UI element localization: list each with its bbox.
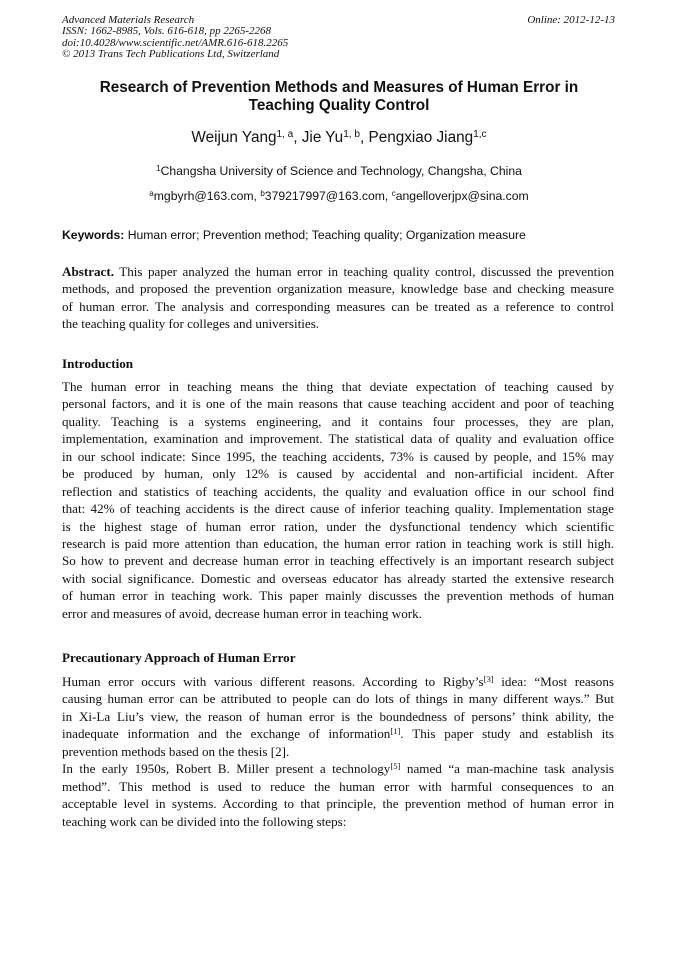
paragraph-line: of human error in teaching work. This paper mainly discusses the prevention methods of human <box>62 588 614 604</box>
email-mark: c <box>391 188 396 198</box>
paragraph-line <box>62 760 614 777</box>
doi-line: doi:10.4028/www.scientific.net/AMR.616-618.2265 <box>62 36 289 49</box>
abstract-text: This paper analyzed the human error in teaching quality control, discussed the prevention <box>114 264 614 279</box>
issn-line: ISSN: 1662-8985, Vols. 616-618, pp 2265-2268 <box>62 25 271 38</box>
paragraph-line: So how to prevent and decrease human error in teaching effectively is an important research subject <box>62 553 614 569</box>
paper-title <box>62 79 616 115</box>
paragraph-line: personal factors, and it is one of the main reasons that cause teaching accident and poor of teaching <box>62 396 614 412</box>
precautionary-paragraph <box>62 673 614 830</box>
email-list <box>62 189 616 204</box>
abstract-line: the teaching quality for colleges and universities. <box>62 316 320 332</box>
copyright-line: © 2013 Trans Tech Publications Ltd, Switzerland <box>62 47 280 60</box>
paragraph-line: reflection and statistics of teaching accidents, the quality and evaluation office in our school find <box>62 483 614 499</box>
author-name: Jie Yu <box>301 129 344 146</box>
abstract-line <box>62 263 614 280</box>
paragraph-line: method”. This method is used to reduce the human error with harmful consequences to an <box>62 778 614 794</box>
line-text: In the early 1950s, Robert B. Miller present a technology <box>62 761 391 777</box>
author-list <box>62 128 616 148</box>
citation-mark[interactable]: [1] <box>390 726 401 736</box>
author-affiliation-mark: 1, b <box>343 128 360 140</box>
author-affiliation-mark: 1, a <box>276 128 294 140</box>
journal-header <box>62 15 288 60</box>
affiliation-text: Changsha University of Science and Technology, Changsha, China <box>160 164 522 178</box>
email-separator: , <box>384 189 392 203</box>
paragraph-line: error and measures of avoid, decrease human error in teaching work. <box>62 605 422 621</box>
author-name: Pengxiao Jiang <box>368 129 474 146</box>
line-text: inadequate information and the exchange of information <box>62 726 391 742</box>
paragraph-line: with social significance. Domestic and overseas educator has already started the extensive research <box>62 570 614 586</box>
online-date: Online: 2012-12-13 <box>527 14 615 26</box>
keywords <box>62 228 616 243</box>
author-name: Weijun Yang <box>191 129 277 146</box>
citation-mark[interactable]: [5] <box>390 760 401 771</box>
paragraph-line: causing human error can be attributed to people can do lots of things in many different ways.” But <box>62 691 614 707</box>
section-heading-precautionary-approach: Precautionary Approach of Human Error <box>62 650 296 665</box>
abstract <box>62 263 614 333</box>
paragraph-line: that: 42% of teaching accidents is the direct cause of inferior teaching quality. Implementation stage <box>62 501 614 517</box>
keywords-label: Keywords: <box>62 228 125 242</box>
title-line-1: Research of Prevention Methods and Measures of Human Error in <box>99 79 579 96</box>
line-text: named “a man-machine task analysis <box>400 761 614 777</box>
email-mark: b <box>260 188 265 198</box>
email-separator: , <box>253 189 261 203</box>
line-text: Human error occurs with various different reasons. According to Rigby’s <box>62 674 484 689</box>
email-address[interactable]: mgbyrh@163.com <box>153 189 254 203</box>
paragraph-line: in Xi-La Liu’s view, the reason of human error is the boundedness of persons’ think ability, the <box>62 708 614 724</box>
author-separator: , <box>360 129 369 146</box>
author-separator: , <box>293 129 302 146</box>
title-line-2: Teaching Quality Control <box>248 97 430 114</box>
email-mark: a <box>149 188 154 198</box>
email-address[interactable]: angelloverjpx@sina.com <box>395 189 529 203</box>
paragraph-line: be produced by human, only 12% is caused by accidental and non-artificial incident. After <box>62 466 614 482</box>
paragraph-line: teaching work can be divided into the following steps: <box>62 813 347 829</box>
paragraph-line <box>62 673 614 690</box>
journal-name: Advanced Materials Research <box>62 14 195 26</box>
paragraph-line: research is paid more attention than education, the human error ration in teaching work is still high. <box>62 535 614 551</box>
affiliation-mark: 1 <box>156 163 161 173</box>
affiliation <box>62 164 616 179</box>
paragraph-line: in our school indicate: Since 1995, the teaching accidents, 73% is caused by people, and 15% may <box>62 448 614 464</box>
line-text: . This paper study and establish its <box>400 726 614 742</box>
paragraph-line: The human error in teaching means the thing that deviate expectation of teaching caused by <box>62 379 614 394</box>
line-text: idea: “Most reasons <box>493 674 614 689</box>
paragraph-line: implementation, examination and improvement. The statistical data of quality and evaluation office <box>62 431 614 447</box>
keywords-text: Human error; Prevention method; Teaching quality; Organization measure <box>124 228 526 242</box>
paragraph-line: prevention methods based on the thesis [2]. <box>62 743 290 759</box>
citation-mark[interactable]: [3] <box>483 673 494 684</box>
section-heading-introduction: Introduction <box>62 356 134 371</box>
paragraph-line: acceptable level in systems. According to that principle, the prevention method of human error in <box>62 796 614 812</box>
abstract-line: methods, and proposed the prevention organization measure, knowledge base and checking measure <box>62 281 614 297</box>
paragraph-line: is the highest stage of human error ration, under the dysfunctional tendency which scientific <box>62 518 614 534</box>
author-affiliation-mark: 1,c <box>473 128 487 140</box>
paragraph-line <box>62 725 614 742</box>
abstract-label: Abstract. <box>62 264 114 279</box>
introduction-paragraph <box>62 378 614 622</box>
email-address[interactable]: 379217997@163.com <box>264 189 385 203</box>
abstract-line: of human error. The analysis and corresponding measures can be treated as a reference to control <box>62 298 614 314</box>
paragraph-line: quality. Teaching is a systems engineering, and it contains four processes, they are plan, <box>62 413 614 429</box>
